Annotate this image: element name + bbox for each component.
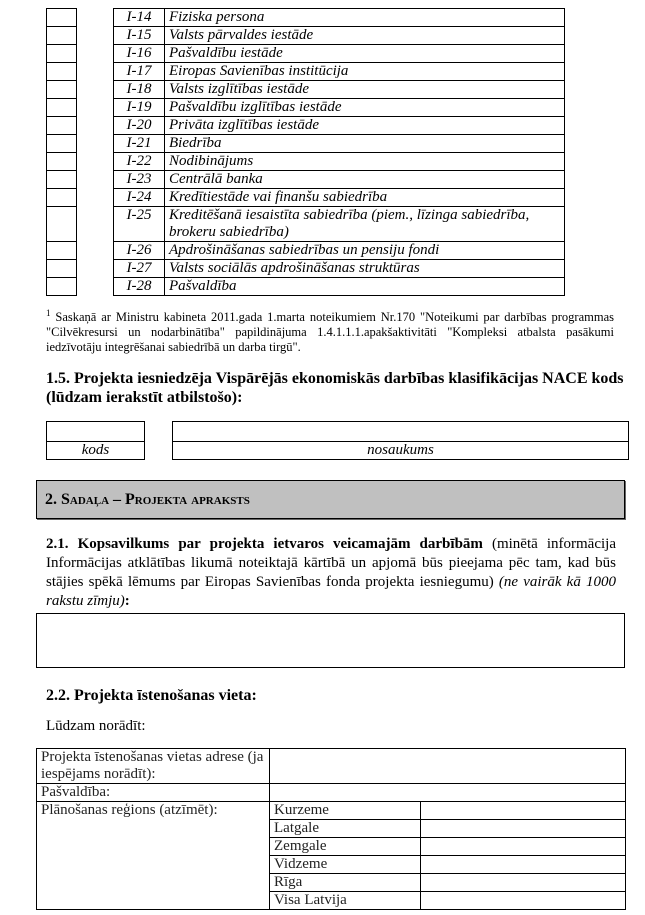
region-name: Zemgale (270, 838, 421, 856)
type-checkbox[interactable] (47, 99, 77, 117)
type-checkbox[interactable] (47, 189, 77, 207)
type-name: Valsts pārvaldes iestāde (165, 27, 565, 45)
type-row (114, 171, 565, 189)
region-mark-cell[interactable] (421, 892, 626, 910)
institution-type-block (0, 0, 645, 296)
region-name: Kurzeme (270, 802, 421, 820)
type-code: I-27 (114, 260, 165, 278)
region-name: Rīga (270, 874, 421, 892)
type-name: Eiropas Savienības institūcija (165, 63, 565, 81)
summary-textarea[interactable] (36, 613, 625, 668)
type-checkbox[interactable] (47, 260, 77, 278)
kods-label: kods (81, 442, 110, 458)
type-checkbox[interactable] (47, 27, 77, 45)
municipality-label: Pašvaldība: (37, 784, 270, 802)
section-title-b: Projekta apraksts (125, 491, 250, 508)
type-code: I-19 (114, 99, 165, 117)
type-code: I-21 (114, 135, 165, 153)
instruction-text: Lūdzam norādīt: (46, 718, 146, 734)
type-checkbox[interactable] (47, 278, 77, 296)
type-code: I-20 (114, 117, 165, 135)
section-1-5-heading: 1.5. Projekta iesniedzēja Vispārējās ekonomiskās darbības klasifikācijas NACE kods (lūdzam ierakstīt atbilstošo): (46, 370, 624, 406)
region-mark-cell[interactable] (421, 856, 626, 874)
region-row (37, 802, 626, 820)
type-row (114, 207, 565, 242)
section-2-1-text (46, 535, 616, 611)
type-checkbox[interactable] (47, 81, 77, 99)
region-mark-cell[interactable] (421, 838, 626, 856)
type-name: Valsts sociālās apdrošināšanas struktūras (165, 260, 565, 278)
section-title-a: Sadaļa – (61, 491, 126, 508)
s21-description: (minētā informācija Informācijas atklātības likumā noteiktajā kārtībā un apjomā būs pieejama pēc tam, kad būs stājies spēkā lēmums par Eiropas Savienības fonda projekta iesniegumu) (46, 536, 616, 590)
type-row (114, 27, 565, 45)
type-name: Pašvaldību izglītības iestāde (165, 99, 565, 117)
type-name: Kredītiestāde vai finanšu sabiedrība (165, 189, 565, 207)
type-name: Privāta izglītības iestāde (165, 117, 565, 135)
type-name: Nodibinājums (165, 153, 565, 171)
address-field[interactable] (270, 749, 626, 784)
region-mark-cell[interactable] (421, 820, 626, 838)
footnote-mark: 1 (46, 307, 51, 318)
type-code: I-22 (114, 153, 165, 171)
nace-code-field[interactable] (46, 421, 145, 460)
type-code: I-18 (114, 81, 165, 99)
type-row (114, 81, 565, 99)
type-checkbox[interactable] (47, 9, 77, 27)
type-name: Apdrošināšanas sabiedrības un pensiju fondi (165, 242, 565, 260)
type-name: Biedrība (165, 135, 565, 153)
type-code: I-25 (114, 207, 165, 242)
type-checkbox[interactable] (47, 171, 77, 189)
type-row (114, 135, 565, 153)
type-row (114, 260, 565, 278)
region-name: Vidzeme (270, 856, 421, 874)
type-checkbox[interactable] (47, 207, 77, 242)
type-checkbox[interactable] (47, 135, 77, 153)
type-row (114, 153, 565, 171)
type-row (114, 99, 565, 117)
address-label: Projekta īstenošanas vietas adrese (ja iespējams norādīt): (37, 749, 270, 784)
region-label: Plānošanas reģions (atzīmēt): (37, 802, 270, 910)
section-2-2-heading: 2.2. Projekta īstenošanas vieta: (46, 687, 257, 704)
type-name: Kreditēšanā iesaistīta sabiedrība (piem., līzinga sabiedrība, brokeru sabiedrība) (165, 207, 565, 242)
type-row (114, 9, 565, 27)
type-name: Pašvaldību iestāde (165, 45, 565, 63)
type-row (114, 45, 565, 63)
type-code: I-15 (114, 27, 165, 45)
type-row (114, 278, 565, 296)
type-checkbox[interactable] (47, 117, 77, 135)
type-code: I-26 (114, 242, 165, 260)
nosaukums-label: nosaukums (367, 442, 434, 458)
type-code: I-28 (114, 278, 165, 296)
nace-fields (46, 421, 645, 460)
region-mark-cell[interactable] (421, 802, 626, 820)
institution-type-table (113, 8, 565, 296)
type-code: I-16 (114, 45, 165, 63)
type-code: I-23 (114, 171, 165, 189)
nace-name-field[interactable] (172, 421, 629, 460)
type-name: Pašvaldība (165, 278, 565, 296)
type-checkbox[interactable] (47, 242, 77, 260)
type-checkbox[interactable] (47, 63, 77, 81)
type-row (114, 63, 565, 81)
region-name: Latgale (270, 820, 421, 838)
footnote (46, 307, 614, 355)
s21-heading: 2.1. Kopsavilkums par projekta ietvaros veicamajām darbībām (46, 536, 483, 552)
type-checkbox-column (46, 8, 77, 296)
type-code: I-24 (114, 189, 165, 207)
type-code: I-17 (114, 63, 165, 81)
type-row (114, 189, 565, 207)
municipality-field[interactable] (270, 784, 626, 802)
s21-limit: (ne vairāk kā 1000 rakstu zīmju) (46, 574, 616, 609)
s21-colon: : (124, 593, 130, 609)
type-row (114, 117, 565, 135)
location-table (36, 748, 626, 910)
type-name: Centrālā banka (165, 171, 565, 189)
region-mark-cell[interactable] (421, 874, 626, 892)
region-name: Visa Latvija (270, 892, 421, 910)
type-name: Fiziska persona (165, 9, 565, 27)
section-2-header (36, 480, 625, 519)
footnote-text: Saskaņā ar Ministru kabineta 2011.gada 1.marta noteikumiem Nr.170 "Noteikumi par darbības programmas "Cilvēkresursi un nodarbinātība" papildinājuma 1.4.1.1.1.apakšaktivitāti "Kompleksi atbalsta pasākumi iedzīvotāju integrēšanai sabiedrībā un darba tirgū". (46, 310, 614, 354)
type-row (114, 242, 565, 260)
section-number: 2. (45, 491, 61, 508)
type-name: Valsts izglītības iestāde (165, 81, 565, 99)
type-checkbox[interactable] (47, 45, 77, 63)
type-code: I-14 (114, 9, 165, 27)
type-checkbox[interactable] (47, 153, 77, 171)
